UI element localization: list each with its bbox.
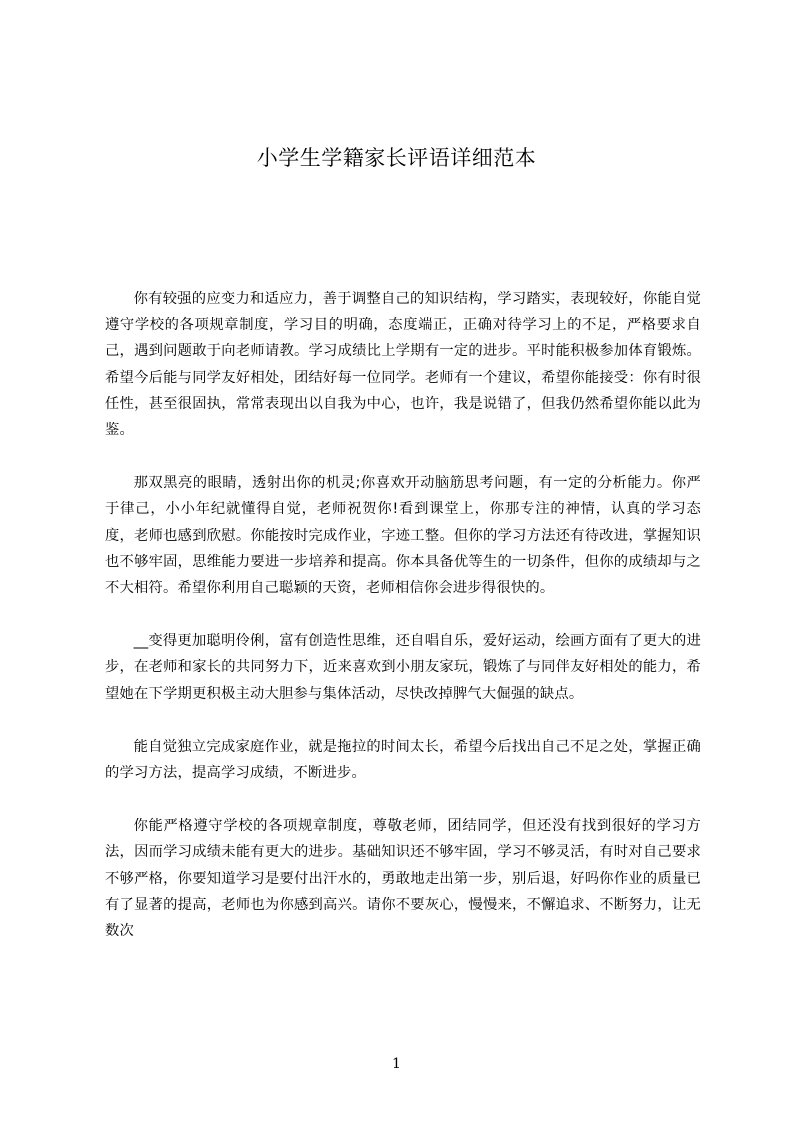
document-title: 小学生学籍家长评语详细范本 xyxy=(256,146,537,170)
paragraph-4: 能自觉独立完成家庭作业，就是拖拉的时间太长，希望今后找出自己不足之处，掌握正确的学习方法，提高学习成绩，不断进步。 xyxy=(105,738,701,782)
paragraph-3: __变得更加聪明伶俐，富有创造性思维，还自唱自乐，爱好运动，绘画方面有了更大的进步，在老师和家长的共同努力下，近来喜欢到小朋友家玩，锻炼了与同伴友好相处的能力，希望她在下学期更积极主动大胆参与集体活动，尽快改掉脾气大倔强的缺点。 xyxy=(105,633,701,702)
paragraph-5: 你能严格遵守学校的各项规章制度，尊敬老师，团结同学，但还没有找到很好的学习方法，因而学习成绩未能有更大的进步。基础知识还不够牢固，学习不够灵活，有时对自己要求不够严格，你要知道学习是要付出汗水的，勇敢地走出第一步，别后退，好吗你作业的质量已有了显著的提高，老师也为你感到高兴。请你不要灰心，慢慢来，不懈追求、不断努力，让无数次 xyxy=(105,818,701,940)
paragraph-2: 那双黑亮的眼睛，透射出你的机灵;你喜欢开动脑筋思考问题，有一定的分析能力。你严于律己，小小年纪就懂得自觉，老师祝贺你!看到课堂上，你那专注的神情，认真的学习态度，老师也感到欣慰。你能按时完成作业，字迹工整。但你的学习方法还有待改进，掌握知识也不够牢固，思维能力要进一步培养和提高。你本具备优等生的一切条件，但你的成绩却与之不大相符。希望你利用自己聪颖的天资，老师相信你会进步得很快的。 xyxy=(105,475,701,597)
document-body xyxy=(105,286,701,971)
paragraph-1: 你有较强的应变力和适应力，善于调整自己的知识结构，学习踏实，表现较好，你能自觉遵守学校的各项规章制度，学习目的明确，态度端正，正确对待学习上的不足，严格要求自己，遇到问题敢于向老师请教。学习成绩比上学期有一定的进步。平时能积极参加体育锻炼。希望今后能与同学友好相处，团结好每一位同学。老师有一个建议，希望你能接受：你有时很任性，甚至很固执，常常表现出以自我为中心，也许，我是说错了，但我仍然希望你能以此为鉴。 xyxy=(105,291,701,439)
page-number: 1 xyxy=(392,1056,401,1072)
